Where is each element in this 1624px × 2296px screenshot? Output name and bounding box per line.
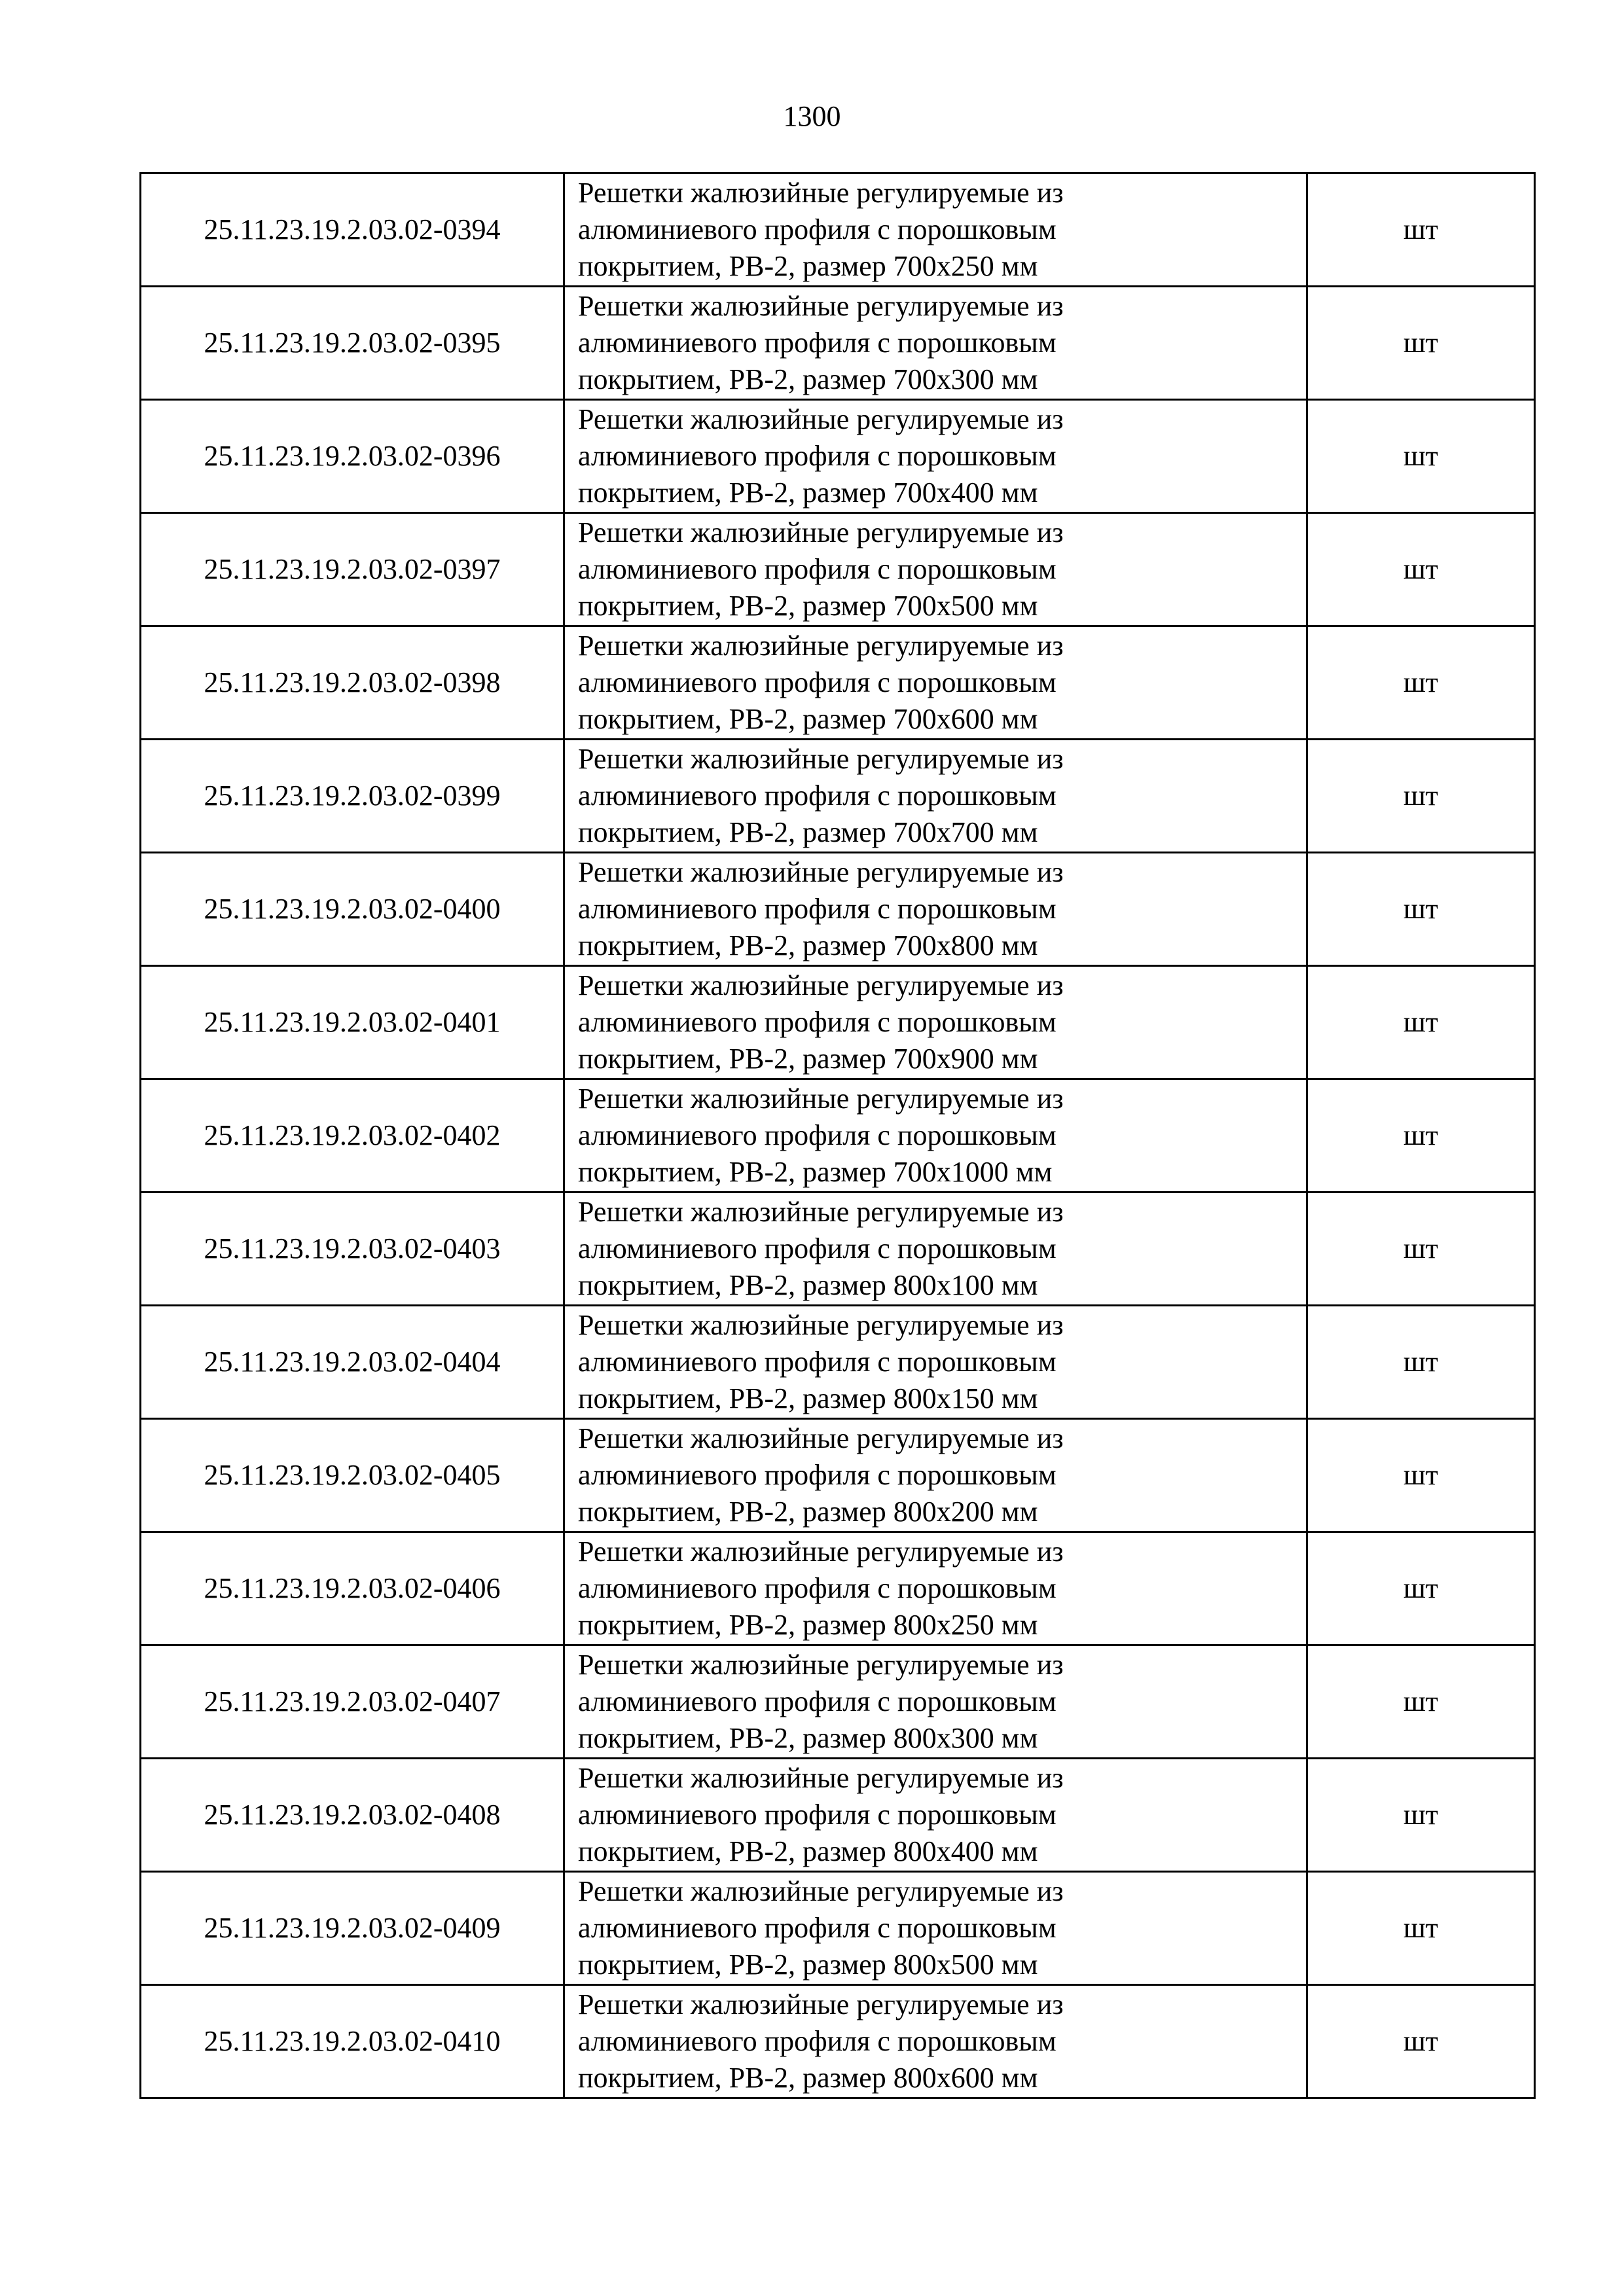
resource-description-cell <box>564 853 1307 966</box>
table-row <box>141 853 1535 966</box>
table-row <box>141 1306 1535 1419</box>
description-line: Решетки жалюзийные регулируемые из <box>578 1875 1064 1907</box>
description-line: покрытием, РВ-2, размер 700х900 мм <box>578 1043 1038 1075</box>
unit-of-measure-cell: шт <box>1307 400 1535 513</box>
resource-description-cell <box>564 1193 1307 1306</box>
unit-of-measure-cell: шт <box>1307 966 1535 1079</box>
description-line: алюминиевого профиля с порошковым <box>578 440 1056 472</box>
table-row <box>141 173 1535 287</box>
resource-code-cell: 25.11.23.19.2.03.02-0406 <box>141 1532 564 1645</box>
resource-description-cell <box>564 287 1307 400</box>
table-row <box>141 1193 1535 1306</box>
resource-code-cell: 25.11.23.19.2.03.02-0396 <box>141 400 564 513</box>
description-line: алюминиевого профиля с порошковым <box>578 1685 1056 1717</box>
description-line: алюминиевого профиля с порошковым <box>578 893 1056 925</box>
description-line: покрытием, РВ-2, размер 700х250 мм <box>578 250 1038 282</box>
resource-description-cell <box>564 1532 1307 1645</box>
resource-code-cell: 25.11.23.19.2.03.02-0410 <box>141 1985 564 2098</box>
table-row <box>141 1079 1535 1193</box>
resource-description-cell <box>564 173 1307 287</box>
unit-of-measure-cell: шт <box>1307 1759 1535 1872</box>
description-line: Решетки жалюзийные регулируемые из <box>578 1196 1064 1228</box>
description-line: покрытием, РВ-2, размер 800х200 мм <box>578 1496 1038 1528</box>
description-line: покрытием, РВ-2, размер 800х150 мм <box>578 1382 1038 1414</box>
description-line: алюминиевого профиля с порошковым <box>578 780 1056 812</box>
resource-code-cell: 25.11.23.19.2.03.02-0404 <box>141 1306 564 1419</box>
resource-description-cell <box>564 400 1307 513</box>
resource-code-cell: 25.11.23.19.2.03.02-0403 <box>141 1193 564 1306</box>
description-line: алюминиевого профиля с порошковым <box>578 1006 1056 1038</box>
description-line: Решетки жалюзийные регулируемые из <box>578 403 1064 435</box>
table-row <box>141 513 1535 626</box>
resource-description-cell <box>564 513 1307 626</box>
resource-code-cell: 25.11.23.19.2.03.02-0399 <box>141 740 564 853</box>
table-row <box>141 1759 1535 1872</box>
description-line: покрытием, РВ-2, размер 700х500 мм <box>578 590 1038 622</box>
resource-code-cell: 25.11.23.19.2.03.02-0398 <box>141 626 564 740</box>
resource-description-cell <box>564 1759 1307 1872</box>
unit-of-measure-cell: шт <box>1307 626 1535 740</box>
resource-description-cell <box>564 966 1307 1079</box>
unit-of-measure-cell: шт <box>1307 1079 1535 1193</box>
resource-description-cell <box>564 1079 1307 1193</box>
description-line: покрытием, РВ-2, размер 800х100 мм <box>578 1269 1038 1301</box>
resource-code-cell: 25.11.23.19.2.03.02-0397 <box>141 513 564 626</box>
table-row <box>141 1532 1535 1645</box>
resource-code-cell: 25.11.23.19.2.03.02-0408 <box>141 1759 564 1872</box>
description-line: покрытием, РВ-2, размер 800х500 мм <box>578 1948 1038 1981</box>
description-line: алюминиевого профиля с порошковым <box>578 1232 1056 1265</box>
description-line: алюминиевого профиля с порошковым <box>578 1912 1056 1944</box>
unit-of-measure-cell: шт <box>1307 1985 1535 2098</box>
unit-of-measure-cell: шт <box>1307 513 1535 626</box>
description-line: покрытием, РВ-2, размер 700х1000 мм <box>578 1156 1053 1188</box>
description-line: алюминиевого профиля с порошковым <box>578 213 1056 245</box>
table-row <box>141 1872 1535 1985</box>
description-line: алюминиевого профиля с порошковым <box>578 1799 1056 1831</box>
description-line: Решетки жалюзийные регулируемые из <box>578 1535 1064 1568</box>
unit-of-measure-cell: шт <box>1307 287 1535 400</box>
unit-of-measure-cell: шт <box>1307 853 1535 966</box>
description-line: покрытием, РВ-2, размер 700х300 мм <box>578 363 1038 395</box>
description-line: Решетки жалюзийные регулируемые из <box>578 1762 1064 1794</box>
resource-code-cell: 25.11.23.19.2.03.02-0402 <box>141 1079 564 1193</box>
description-line: Решетки жалюзийные регулируемые из <box>578 630 1064 662</box>
unit-of-measure-cell: шт <box>1307 1532 1535 1645</box>
resource-description-cell <box>564 1645 1307 1759</box>
resource-code-cell: 25.11.23.19.2.03.02-0409 <box>141 1872 564 1985</box>
unit-of-measure-cell: шт <box>1307 1872 1535 1985</box>
description-line: Решетки жалюзийные регулируемые из <box>578 856 1064 888</box>
table-row <box>141 966 1535 1079</box>
resource-code-cell: 25.11.23.19.2.03.02-0394 <box>141 173 564 287</box>
catalog-table <box>139 172 1536 2099</box>
description-line: алюминиевого профиля с порошковым <box>578 666 1056 698</box>
resource-code-cell: 25.11.23.19.2.03.02-0407 <box>141 1645 564 1759</box>
description-line: Решетки жалюзийные регулируемые из <box>578 290 1064 322</box>
resource-code-cell: 25.11.23.19.2.03.02-0401 <box>141 966 564 1079</box>
description-line: покрытием, РВ-2, размер 700х700 мм <box>578 816 1038 848</box>
description-line: алюминиевого профиля с порошковым <box>578 1572 1056 1604</box>
unit-of-measure-cell: шт <box>1307 173 1535 287</box>
description-line: покрытием, РВ-2, размер 800х250 мм <box>578 1609 1038 1641</box>
catalog-table-body <box>141 173 1535 2098</box>
resource-description-cell <box>564 1419 1307 1532</box>
table-row <box>141 1645 1535 1759</box>
description-line: алюминиевого профиля с порошковым <box>578 553 1056 585</box>
table-row <box>141 740 1535 853</box>
description-line: Решетки жалюзийные регулируемые из <box>578 1083 1064 1115</box>
table-row <box>141 287 1535 400</box>
table-row <box>141 400 1535 513</box>
resource-description-cell <box>564 1985 1307 2098</box>
description-line: Решетки жалюзийные регулируемые из <box>578 969 1064 1001</box>
description-line: Решетки жалюзийные регулируемые из <box>578 177 1064 209</box>
description-line: покрытием, РВ-2, размер 700х600 мм <box>578 703 1038 735</box>
resource-code-cell: 25.11.23.19.2.03.02-0405 <box>141 1419 564 1532</box>
resource-code-cell: 25.11.23.19.2.03.02-0395 <box>141 287 564 400</box>
description-line: покрытием, РВ-2, размер 700х400 мм <box>578 476 1038 509</box>
description-line: алюминиевого профиля с порошковым <box>578 327 1056 359</box>
description-line: Решетки жалюзийные регулируемые из <box>578 743 1064 775</box>
description-line: Решетки жалюзийные регулируемые из <box>578 1422 1064 1454</box>
description-line: покрытием, РВ-2, размер 800х400 мм <box>578 1835 1038 1867</box>
resource-description-cell <box>564 626 1307 740</box>
table-row <box>141 1419 1535 1532</box>
unit-of-measure-cell: шт <box>1307 1645 1535 1759</box>
description-line: покрытием, РВ-2, размер 800х300 мм <box>578 1722 1038 1754</box>
resource-description-cell <box>564 1872 1307 1985</box>
unit-of-measure-cell: шт <box>1307 1193 1535 1306</box>
description-line: покрытием, РВ-2, размер 700х800 мм <box>578 929 1038 961</box>
resource-description-cell <box>564 1306 1307 1419</box>
description-line: алюминиевого профиля с порошковым <box>578 1459 1056 1491</box>
table-row <box>141 626 1535 740</box>
resource-code-cell: 25.11.23.19.2.03.02-0400 <box>141 853 564 966</box>
description-line: Решетки жалюзийные регулируемые из <box>578 1649 1064 1681</box>
unit-of-measure-cell: шт <box>1307 1419 1535 1532</box>
description-line: Решетки жалюзийные регулируемые из <box>578 1988 1064 2020</box>
unit-of-measure-cell: шт <box>1307 1306 1535 1419</box>
description-line: покрытием, РВ-2, размер 800х600 мм <box>578 2062 1038 2094</box>
page-number: 1300 <box>783 100 841 132</box>
description-line: Решетки жалюзийные регулируемые из <box>578 1309 1064 1341</box>
description-line: алюминиевого профиля с порошковым <box>578 1119 1056 1151</box>
unit-of-measure-cell: шт <box>1307 740 1535 853</box>
description-line: Решетки жалюзийные регулируемые из <box>578 516 1064 548</box>
table-row <box>141 1985 1535 2098</box>
description-line: алюминиевого профиля с порошковым <box>578 2025 1056 2057</box>
resource-description-cell <box>564 740 1307 853</box>
description-line: алюминиевого профиля с порошковым <box>578 1346 1056 1378</box>
